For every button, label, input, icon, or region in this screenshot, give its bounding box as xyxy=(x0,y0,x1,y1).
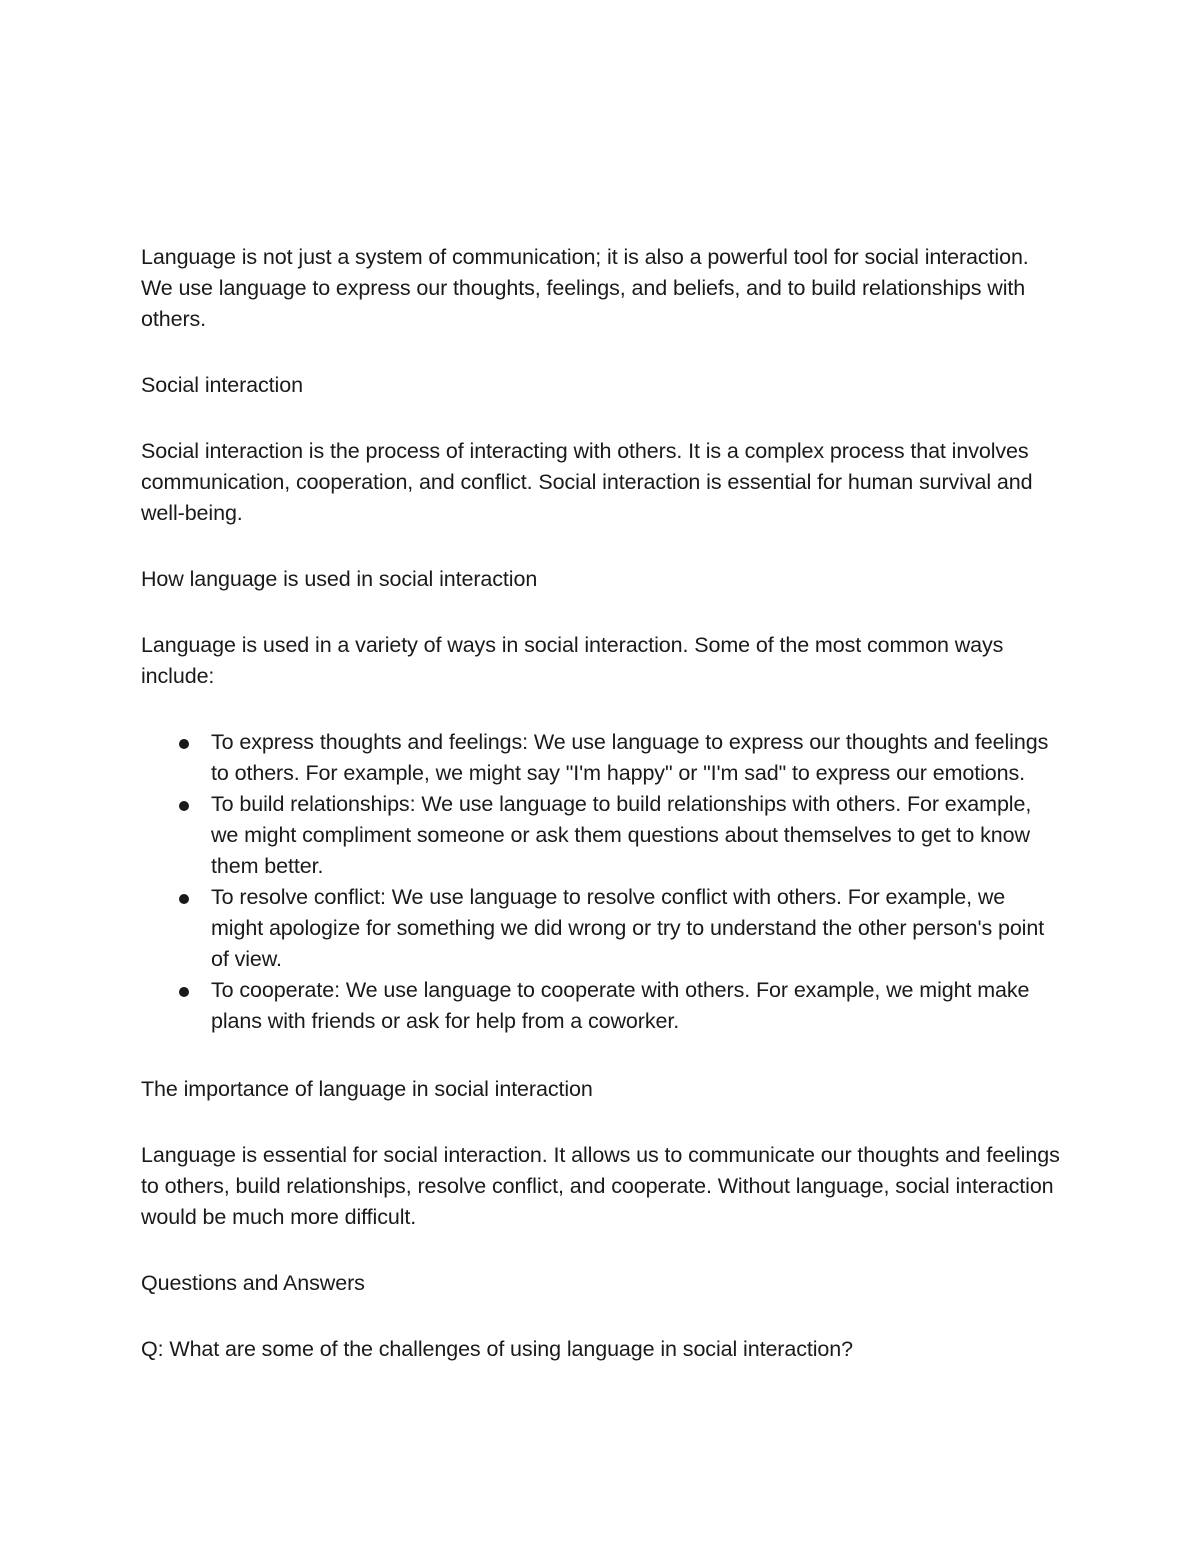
list-item-text: To express thoughts and feelings: We use language to express our thoughts and feelings to others. For example, we might say "I'm happy" or "I'm sad" to express our emotions. xyxy=(211,730,1049,785)
list-item xyxy=(141,727,1061,789)
importance-paragraph: Language is essential for social interaction. It allows us to communicate our thoughts and feelings to others, build relationships, resolve conflict, and cooperate. Without language, social interaction would be much more difficult. xyxy=(141,1143,1060,1229)
bullet-icon xyxy=(179,739,189,749)
bullet-icon xyxy=(179,987,189,997)
social-interaction-paragraph: Social interaction is the process of interacting with others. It is a complex process that involves communication, cooperation, and conflict. Social interaction is essential for human survival and well-being. xyxy=(141,439,1033,525)
bullet-icon xyxy=(179,801,189,811)
section-heading-social-interaction: Social interaction xyxy=(141,373,303,397)
list-item xyxy=(141,975,1061,1037)
bullet-icon xyxy=(179,894,189,904)
list-item xyxy=(141,789,1061,882)
section-heading-how-language-used: How language is used in social interaction xyxy=(141,567,538,591)
section-heading-questions-answers: Questions and Answers xyxy=(141,1271,365,1295)
list-item xyxy=(141,882,1061,975)
ways-bullet-list xyxy=(141,727,1061,1037)
document-body xyxy=(141,242,1061,1400)
list-item-text: To build relationships: We use language to build relationships with others. For example, we might compliment someone or ask them questions about themselves to get to know them better. xyxy=(211,792,1032,878)
section-heading-importance: The importance of language in social interaction xyxy=(141,1077,593,1101)
intro-paragraph: Language is not just a system of communication; it is also a powerful tool for social interaction. We use language to express our thoughts, feelings, and beliefs, and to build relationships with others. xyxy=(141,245,1029,331)
question-paragraph: Q: What are some of the challenges of using language in social interaction? xyxy=(141,1337,853,1361)
how-language-used-paragraph: Language is used in a variety of ways in social interaction. Some of the most common ways include: xyxy=(141,633,1004,688)
list-item-text: To cooperate: We use language to cooperate with others. For example, we might make plans with friends or ask for help from a coworker. xyxy=(211,978,1030,1033)
list-item-text: To resolve conflict: We use language to resolve conflict with others. For example, we might apologize for something we did wrong or try to understand the other person's point of view. xyxy=(211,885,1045,971)
